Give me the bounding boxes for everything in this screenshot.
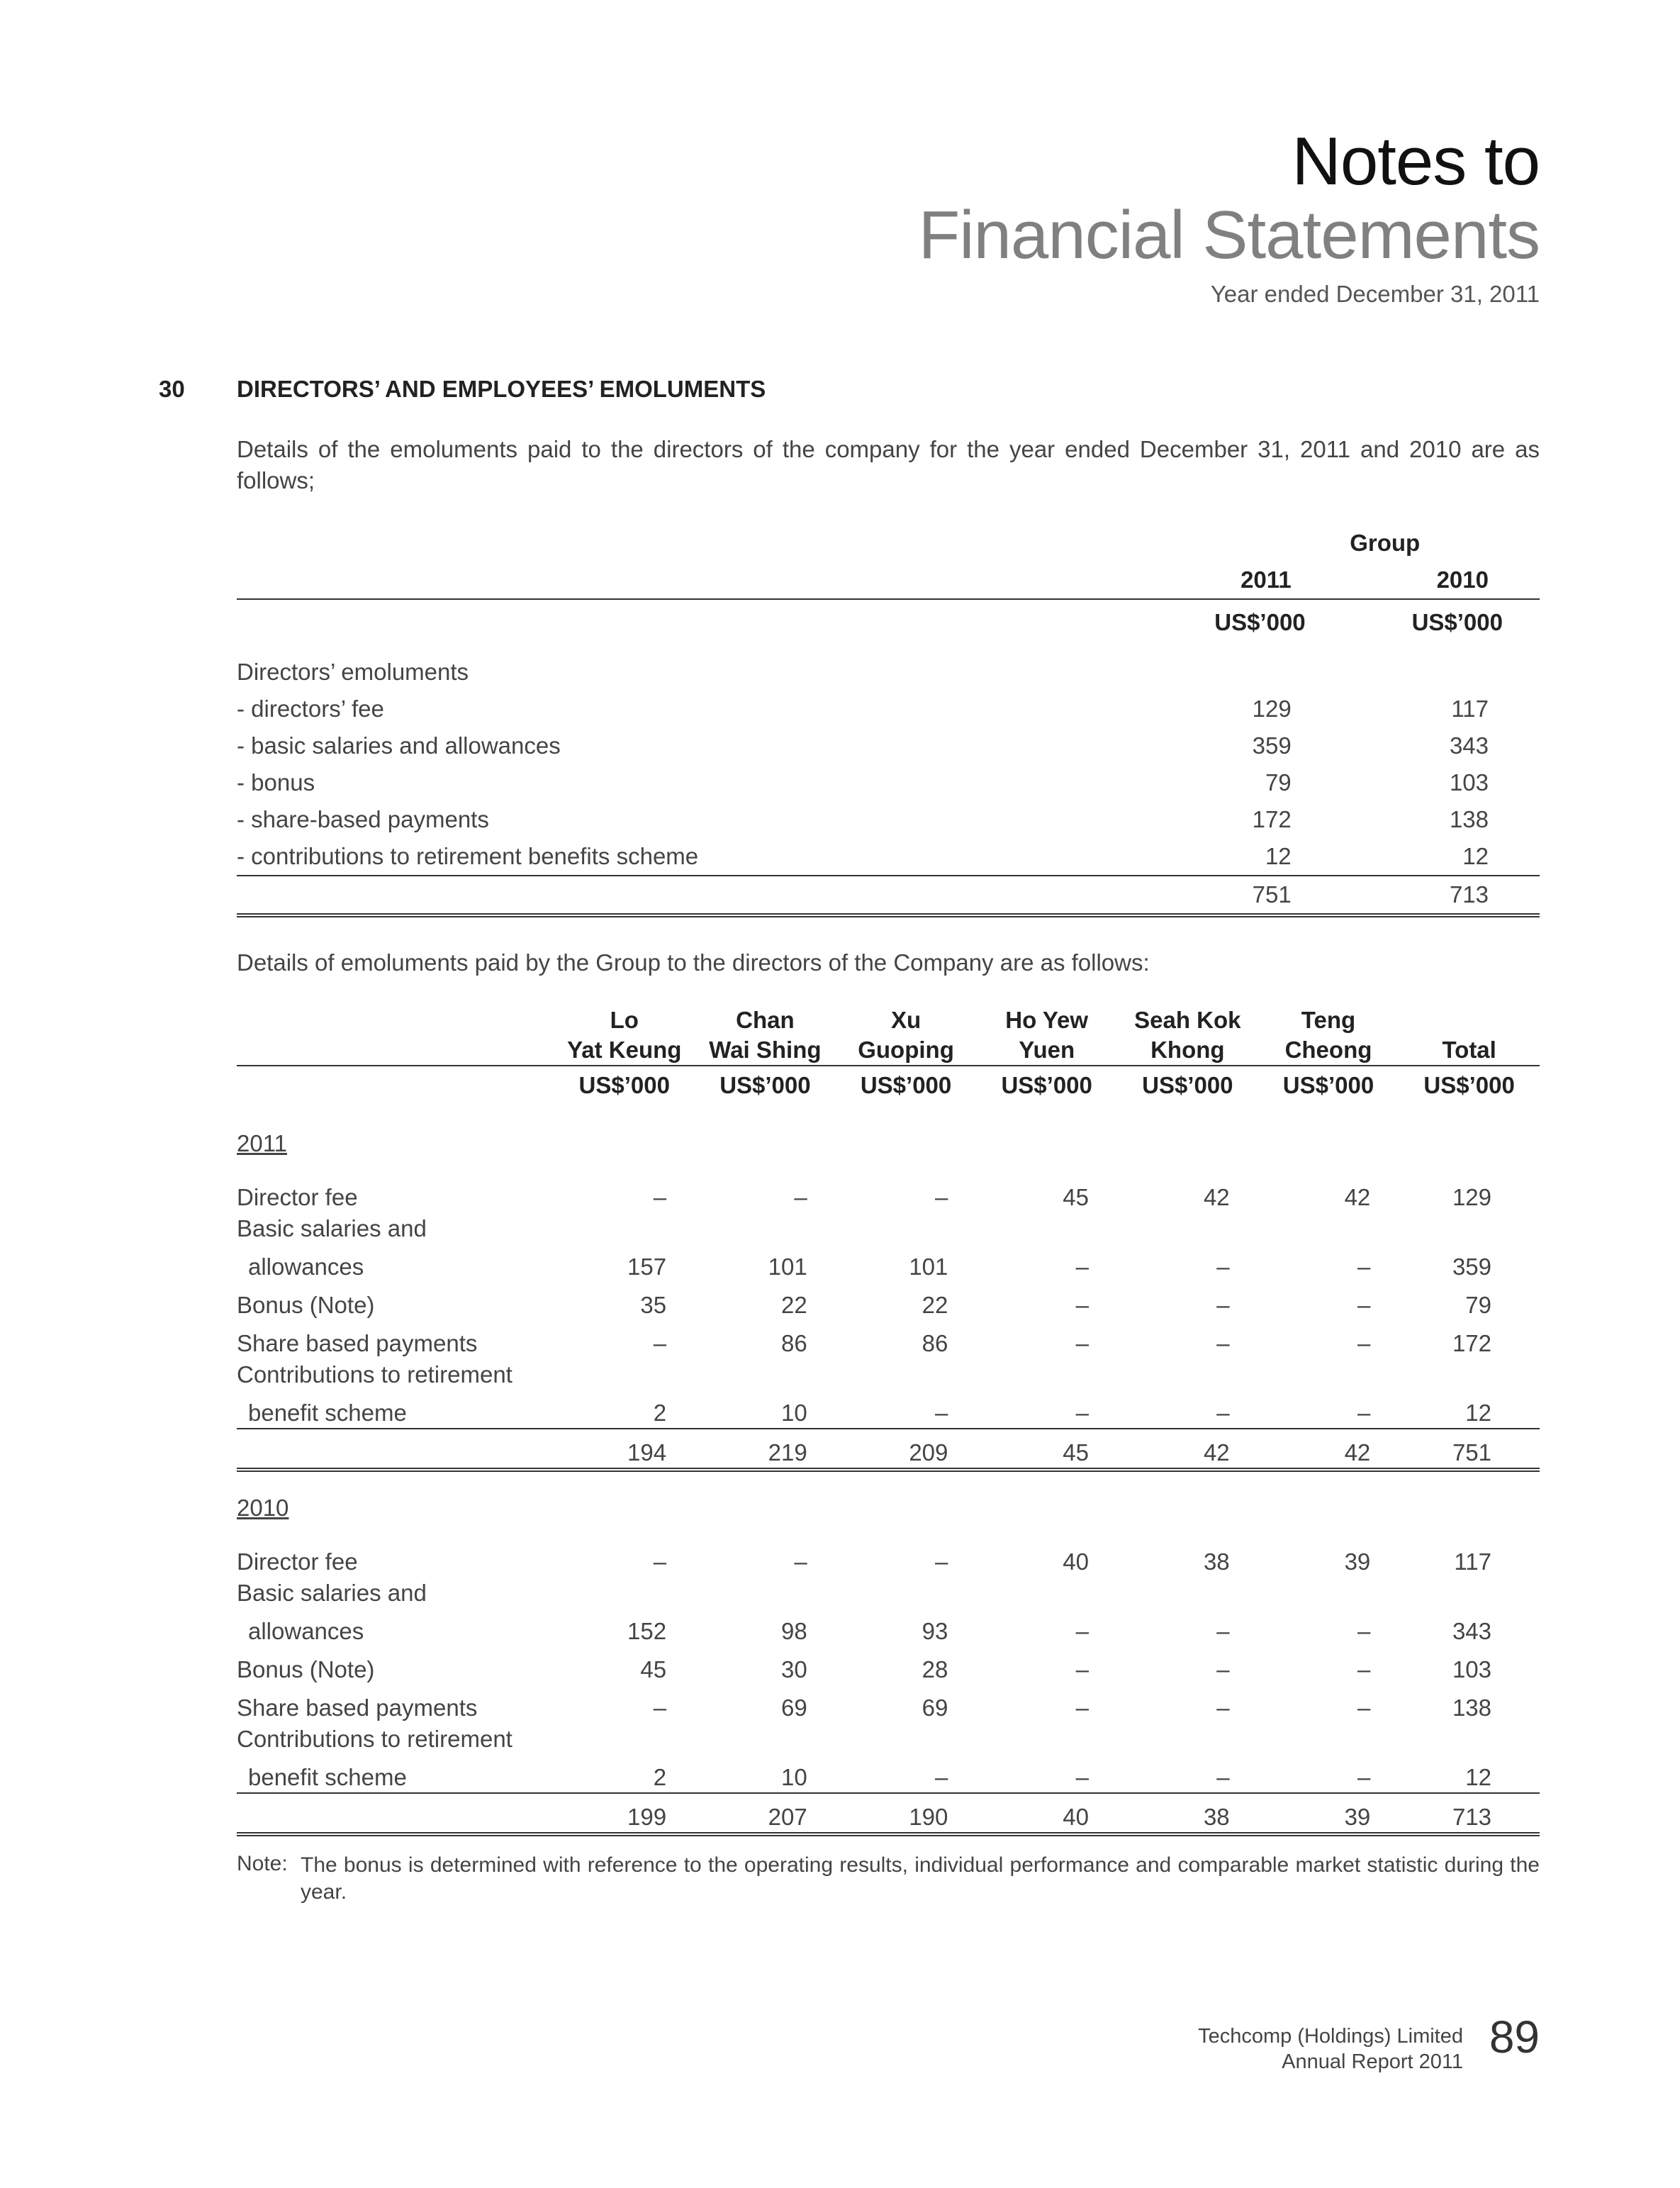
group-emoluments-table (237, 525, 1540, 917)
cell-value: – (1216, 1400, 1230, 1426)
cell-value: 101 (768, 1254, 807, 1280)
cell-value: 86 (781, 1330, 807, 1356)
total-value: 751 (1399, 1429, 1540, 1470)
cell-value: – (1075, 1618, 1090, 1644)
currency-header: US$’000 (554, 1066, 695, 1112)
total-value: 38 (1117, 1793, 1258, 1834)
page-number: 89 (1489, 2011, 1540, 2063)
note-text: The bonus is determined with reference to the operating results, individual performance and comparable market statistic during the year. (301, 1853, 1540, 1904)
total-value: 713 (1343, 876, 1540, 915)
row-label: Contributions to retirement (237, 1726, 513, 1752)
page-title-line2: Financial Statements (918, 197, 1540, 273)
section-title: DIRECTORS’ AND EMPLOYEES’ EMOLUMENTS (237, 376, 766, 402)
year-row (237, 1495, 1540, 1539)
cell-value: – (1075, 1292, 1090, 1318)
year-label: 2010 (237, 1495, 289, 1521)
table-row (237, 1685, 1540, 1723)
cell-value: 117 (1451, 696, 1489, 722)
currency-header: US$’000 (836, 1066, 977, 1112)
cell-value: – (1075, 1330, 1090, 1356)
cell-value: – (1216, 1695, 1230, 1721)
cell-value: – (653, 1695, 667, 1721)
cell-value: – (935, 1400, 948, 1426)
director-emoluments-table (237, 1005, 1540, 1836)
currency-header: US$’000 (1117, 1066, 1258, 1112)
cell-value: 79 (1465, 1292, 1491, 1318)
table-row (237, 1244, 1540, 1282)
row-heading: Directors’ emoluments (237, 659, 469, 685)
column-header: Chan Wai Shing (709, 1007, 822, 1063)
cell-value: 86 (922, 1330, 948, 1356)
cell-value: – (1357, 1292, 1371, 1318)
section-intro: Details of the emoluments paid to the directors of the company for the year ended December 31, 2011 and 2010 are as follows; (237, 436, 1540, 493)
row-label: allowances (248, 1254, 364, 1280)
row-label: Director fee (237, 1548, 358, 1575)
total-row (237, 876, 1540, 915)
cell-value: – (1216, 1618, 1230, 1644)
cell-value: – (1357, 1330, 1371, 1356)
cell-value: – (1357, 1764, 1371, 1790)
cell-value: 172 (1452, 1330, 1491, 1356)
total-value: 209 (836, 1429, 977, 1470)
cell-value: 157 (627, 1254, 667, 1280)
currency-header: US$’000 (1343, 599, 1540, 654)
cell-value: 42 (1203, 1184, 1230, 1210)
table-row (237, 1320, 1540, 1358)
cell-value: 2 (653, 1764, 667, 1790)
cell-value: 40 (1063, 1548, 1090, 1575)
total-value: 751 (1145, 876, 1342, 915)
cell-value: – (1075, 1695, 1090, 1721)
footer-report: Annual Report 2011 (1282, 2050, 1463, 2073)
cell-value: – (653, 1184, 667, 1210)
total-value: 199 (554, 1793, 695, 1834)
cell-value: 69 (781, 1695, 807, 1721)
row-label: Bonus (Note) (237, 1656, 375, 1682)
currency-header: US$’000 (1145, 599, 1342, 654)
cell-value: – (794, 1184, 807, 1210)
row-label: benefit scheme (248, 1764, 407, 1790)
cell-value: 103 (1449, 769, 1489, 796)
column-header: Seah Kok Khong (1134, 1007, 1241, 1063)
row-label: Basic salaries and (237, 1580, 427, 1606)
currency-header: US$’000 (1399, 1066, 1540, 1112)
cell-value: 45 (640, 1656, 667, 1682)
row-label: Basic salaries and (237, 1215, 427, 1241)
cell-value: 28 (922, 1656, 948, 1682)
cell-value: 343 (1449, 732, 1489, 759)
row-label: benefit scheme (248, 1400, 407, 1426)
row-label: Bonus (Note) (237, 1292, 375, 1318)
row-label: - directors’ fee (237, 696, 384, 722)
table-row (237, 1539, 1540, 1577)
group-header: Group (1350, 530, 1421, 556)
column-header: Xu Guoping (858, 1007, 954, 1063)
row-label: - share-based payments (237, 806, 489, 832)
cell-value: – (1357, 1695, 1371, 1721)
cell-value: – (1357, 1254, 1371, 1280)
cell-value: – (653, 1548, 667, 1575)
cell-value: – (1075, 1656, 1090, 1682)
cell-value: 45 (1063, 1184, 1090, 1210)
cell-value: – (1075, 1400, 1090, 1426)
total-value: 190 (836, 1793, 977, 1834)
cell-value: – (935, 1764, 948, 1790)
table-row (237, 727, 1540, 764)
year-header: 2011 (1241, 566, 1292, 593)
cell-value: – (653, 1330, 667, 1356)
column-header: Ho Yew Yuen (1005, 1007, 1089, 1063)
cell-value: 359 (1252, 732, 1292, 759)
cell-value: 117 (1454, 1548, 1491, 1575)
total-value: 45 (976, 1429, 1117, 1470)
table-row (237, 1282, 1540, 1320)
cell-value: 101 (909, 1254, 948, 1280)
row-label: - bonus (237, 769, 315, 796)
cell-value: 12 (1465, 1400, 1491, 1426)
cell-value: 343 (1452, 1618, 1491, 1644)
table-row-label-line (237, 1577, 1540, 1608)
cell-value: – (935, 1548, 948, 1575)
total-value: 40 (976, 1793, 1117, 1834)
cell-value: – (794, 1548, 807, 1575)
column-header: Teng Cheong (1284, 1007, 1372, 1063)
year-label: 2011 (237, 1130, 287, 1156)
cell-value: 38 (1203, 1548, 1230, 1575)
cell-value: – (1357, 1656, 1371, 1682)
table-row-label-line (237, 1723, 1540, 1754)
cell-value: 30 (781, 1656, 807, 1682)
note-label: Note: (237, 1852, 288, 1875)
cell-value: 129 (1252, 696, 1292, 722)
row-label: - contributions to retirement benefits scheme (237, 843, 699, 869)
cell-value: 152 (627, 1618, 667, 1644)
table-row (237, 1608, 1540, 1646)
table-row (237, 838, 1540, 876)
row-label: Share based payments (237, 1330, 478, 1356)
table-row (237, 1174, 1540, 1212)
column-header: Lo Yat Keung (567, 1007, 682, 1063)
year-row (237, 1130, 1540, 1174)
total-value: 42 (1258, 1429, 1399, 1470)
cell-value: – (1357, 1618, 1371, 1644)
total-row (237, 1793, 1540, 1834)
footer-company: Techcomp (Holdings) Limited (1198, 2025, 1463, 2048)
cell-value: 22 (922, 1292, 948, 1318)
cell-value: 93 (922, 1618, 948, 1644)
cell-value: 10 (781, 1764, 807, 1790)
cell-value: 79 (1265, 769, 1292, 796)
cell-value: 10 (781, 1400, 807, 1426)
table-row (237, 801, 1540, 838)
table-row (237, 764, 1540, 801)
cell-value: – (1216, 1292, 1230, 1318)
cell-value: 2 (653, 1400, 667, 1426)
table-row (237, 1754, 1540, 1793)
cell-value: 42 (1344, 1184, 1371, 1210)
total-value: 207 (695, 1793, 836, 1834)
row-label: allowances (248, 1618, 364, 1644)
row-label: Share based payments (237, 1695, 478, 1721)
total-value: 713 (1399, 1793, 1540, 1834)
cell-value: – (1075, 1254, 1090, 1280)
detail-intro: Details of emoluments paid by the Group to the directors of the Company are as follows: (237, 949, 1150, 976)
cell-value: – (1216, 1764, 1230, 1790)
cell-value: 12 (1462, 843, 1489, 869)
total-value: 194 (554, 1429, 695, 1470)
row-label: Contributions to retirement (237, 1361, 513, 1388)
table-row (237, 1646, 1540, 1685)
cell-value: 103 (1452, 1656, 1491, 1682)
column-header: Total (1442, 1037, 1496, 1063)
cell-value: – (935, 1184, 948, 1210)
cell-value: 129 (1452, 1184, 1491, 1210)
table-row-label-line (237, 1212, 1540, 1244)
total-value: 39 (1258, 1793, 1399, 1834)
cell-value: 22 (781, 1292, 807, 1318)
section-number: 30 (159, 376, 185, 402)
total-value: 219 (695, 1429, 836, 1470)
currency-header: US$’000 (695, 1066, 836, 1112)
cell-value: – (1216, 1330, 1230, 1356)
cell-value: – (1216, 1254, 1230, 1280)
total-row (237, 1429, 1540, 1470)
cell-value: 138 (1449, 806, 1489, 832)
table-row (237, 691, 1540, 727)
currency-header: US$’000 (1258, 1066, 1399, 1112)
cell-value: 69 (922, 1695, 948, 1721)
cell-value: – (1216, 1656, 1230, 1682)
year-header: 2010 (1436, 566, 1489, 593)
page-title-line1: Notes to (1292, 123, 1540, 199)
cell-value: 35 (640, 1292, 667, 1318)
table-row (237, 1390, 1540, 1429)
cell-value: 12 (1465, 1764, 1491, 1790)
cell-value: 39 (1344, 1548, 1371, 1575)
table-row-label-line (237, 1358, 1540, 1390)
cell-value: 98 (781, 1618, 807, 1644)
row-label: - basic salaries and allowances (237, 732, 561, 759)
cell-value: – (1075, 1764, 1090, 1790)
row-label: Director fee (237, 1184, 358, 1210)
page-subtitle: Year ended December 31, 2011 (1210, 281, 1540, 307)
cell-value: 138 (1452, 1695, 1491, 1721)
cell-value: 172 (1252, 806, 1292, 832)
cell-value: 12 (1265, 843, 1292, 869)
total-value: 42 (1117, 1429, 1258, 1470)
cell-value: 359 (1452, 1254, 1491, 1280)
cell-value: – (1357, 1400, 1371, 1426)
currency-header: US$’000 (976, 1066, 1117, 1112)
